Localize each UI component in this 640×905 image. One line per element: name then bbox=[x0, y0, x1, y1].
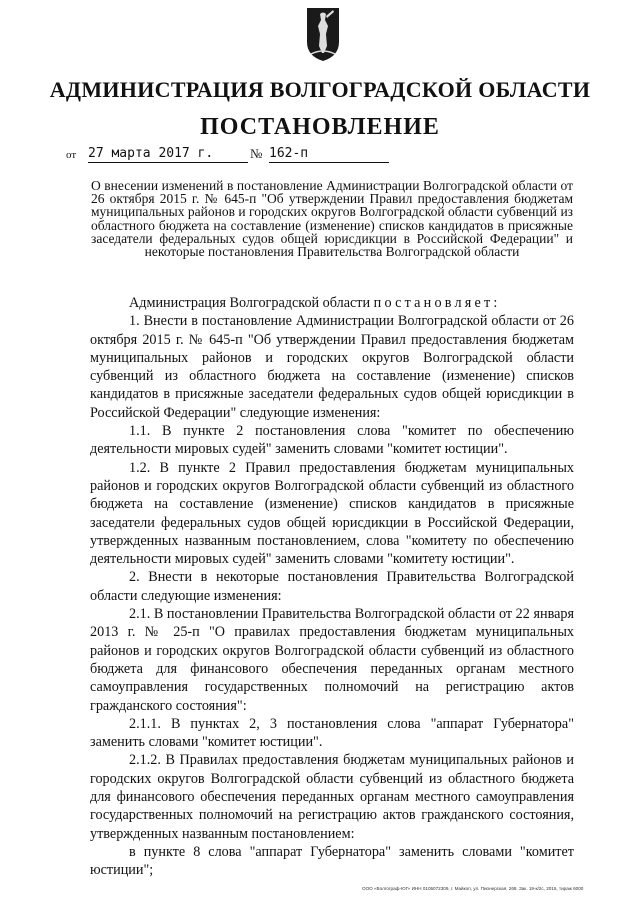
document-number: 162-п bbox=[269, 145, 389, 163]
document-subject: О внесении изменений в постановление Администрации Волгоградской области от 26 октября 2015 г. № 645-п "Об утверждении Правил предоставления бюджетам муниципальных районов и городских округов Волгоградской области субвенций из областного бюджета на составление (изменение) списков кандидатов в присяжные заседатели федеральных судов общей юрисдикции в Российской Федерации" и некоторые постановления Правительства Волгоградской области bbox=[91, 178, 573, 260]
intro-paragraph bbox=[90, 294, 574, 312]
organization-title: АДМИНИСТРАЦИЯ ВОЛГОГРАДСКОЙ ОБЛАСТИ bbox=[49, 77, 591, 102]
number-sign: № bbox=[250, 146, 263, 161]
paragraph-2: 2. Внести в некоторые постановления Правительства Волгоградской области следующие изменения: bbox=[90, 569, 574, 604]
paragraph-2-1: 2.1. В постановлении Правительства Волгоградской области от 22 января 2013 г. № 25-п "О правилах предоставления бюджетам муниципальных районов и городских округов Волгоградской области субвенций из областного бюджета для финансового обеспечения переданных органам местного самоуправления государственных полномочий на регистрацию актов гражданского состояния": bbox=[90, 606, 574, 714]
document-dateline bbox=[66, 145, 386, 167]
paragraph-2-1-1: 2.1.1. В пунктах 2, 3 постановления слова "аппарат Губернатора" заменить словами "комитет юстиции". bbox=[90, 715, 574, 751]
paragraph-2-1-2-item: в пункте 8 слова "аппарат Губернатора" заменить словами "комитет юстиции"; bbox=[90, 843, 574, 879]
coat-of-arms-icon bbox=[305, 6, 341, 62]
paragraph-1-1: 1.1. В пункте 2 постановления слова "комитет по обеспечению деятельности мировых судей" заменить словами "комитет юстиции". bbox=[90, 423, 574, 458]
date-from-label: от bbox=[66, 149, 77, 161]
intro-prefix: Администрация Волгоградской области bbox=[129, 295, 371, 311]
printer-footer: ООО «Волгограф-ЮГ» ИНН 0105072309, г. Майкоп, ул. Пионерская, 268. Зак. 19-к/2с, 2015, тираж 6000 bbox=[362, 886, 584, 891]
intro-verb: постановляет: bbox=[373, 295, 501, 311]
paragraph-1-2: 1.2. В пункте 2 Правил предоставления бюджетам муниципальных районов и городских округов Волгоградской области субвенций из областного бюджета на составление (изменение) списков кандидатов в присяжные заседатели федеральных судов общей юрисдикции в Российской Федерации, утвержденных названным постановлением, слова "комитету по обеспечению деятельности мировых судей" заменить словами "комитету юстиции". bbox=[90, 459, 574, 568]
paragraph-2-1-2: 2.1.2. В Правилах предоставления бюджетам муниципальных районов и городских округов Волгоградской области субвенций из областного бюджета для финансового обеспечения переданных органам местного самоуправления государственных полномочий на регистрацию актов гражданского состояния, утвержденных названным постановлением: bbox=[90, 752, 574, 842]
paragraph-1: 1. Внести в постановление Администрации Волгоградской области от 26 октября 2015 г. № 645-п "Об утверждении Правил предоставления бюджетам муниципальных районов и городских округов Волгоградской области субвенций из областного бюджета на составление (изменение) списков кандидатов в присяжные заседатели федеральных судов общей юрисдикции в Российской Федерации" следующие изменения: bbox=[90, 313, 574, 421]
document-body bbox=[90, 294, 574, 880]
document-date: 27 марта 2017 г. bbox=[88, 145, 248, 163]
document-type-title: ПОСТАНОВЛЕНИЕ bbox=[200, 114, 440, 140]
